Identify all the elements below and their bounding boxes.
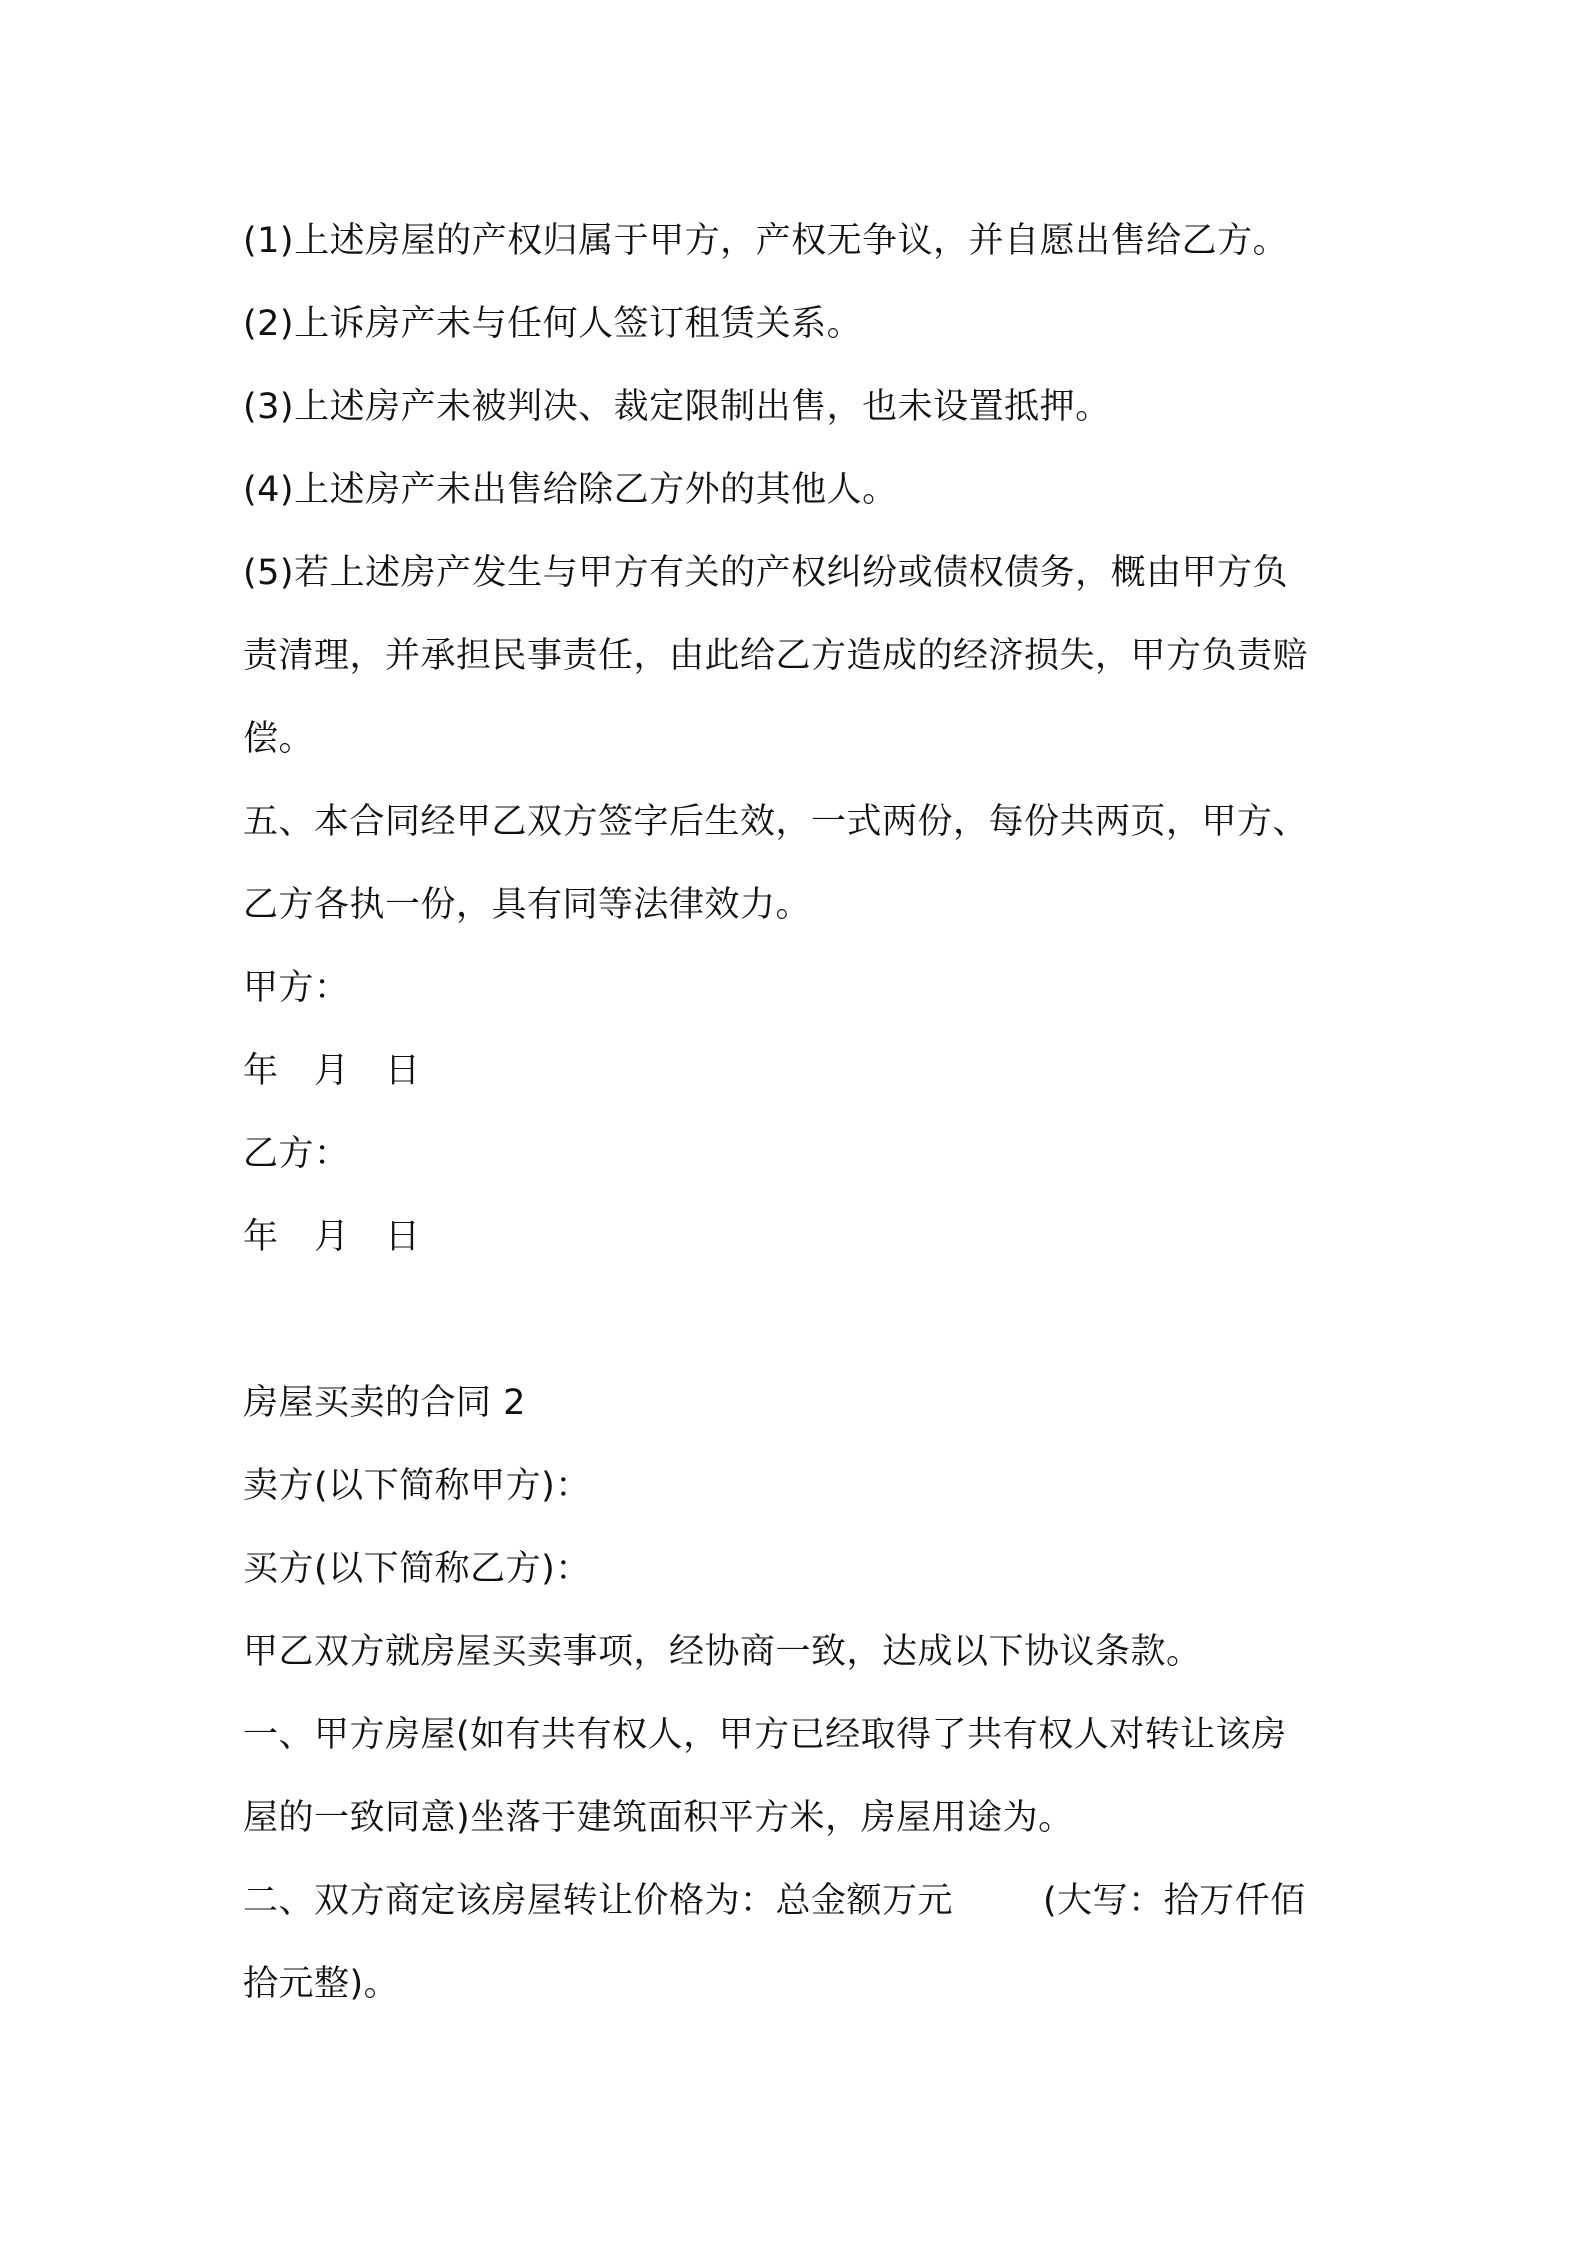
item-5-line-1: (5)若上述房产发生与甲方有关的产权纠纷或债权债务，概由甲方负 <box>243 553 1289 593</box>
clause-1-line-2: 屋的一致同意)坐落于建筑面积平方米，房屋用途为。 <box>243 1798 1074 1838</box>
clause-5-line-1: 五、本合同经甲乙双方签字后生效，一式两份，每份共两页，甲方、 <box>243 802 1309 842</box>
item-2: (2)上诉房产未与任何人签订租赁关系。 <box>243 304 863 344</box>
section-gap <box>243 1279 1363 1362</box>
document-body <box>243 200 1363 2026</box>
party-b-date: 年 月 日 <box>243 1217 421 1257</box>
buyer-label: 买方(以下简称乙方)： <box>243 1549 591 1589</box>
item-5-line-3: 偿。 <box>243 719 315 759</box>
seller-label: 卖方(以下简称甲方)： <box>243 1466 591 1506</box>
clause-2-amount-words: (大写：拾万仟佰 <box>1043 1881 1306 1921</box>
item-5-line-2: 责清理，并承担民事责任，由此给乙方造成的经济损失，甲方负责赔 <box>243 636 1309 676</box>
item-3: (3)上述房产未被判决、裁定限制出售，也未设置抵押。 <box>243 387 1111 427</box>
clause-2-line-2: 拾元整)。 <box>243 1964 400 2004</box>
clause-2-price-text: 二、双方商定该房屋转让价格为：总金额万元 <box>243 1881 954 1921</box>
contract-intro: 甲乙双方就房屋买卖事项，经协商一致，达成以下协议条款。 <box>243 1632 1202 1672</box>
item-4: (4)上述房产未出售给除乙方外的其他人。 <box>243 470 898 510</box>
party-a-date: 年 月 日 <box>243 1051 421 1091</box>
party-b-signature-label: 乙方： <box>243 1134 350 1174</box>
contract-2-title: 房屋买卖的合同 2 <box>243 1383 526 1423</box>
party-a-signature-label: 甲方： <box>243 968 350 1008</box>
clause-5-line-2: 乙方各执一份，具有同等法律效力。 <box>243 885 812 925</box>
clause-1-line-1: 一、甲方房屋(如有共有权人，甲方已经取得了共有权人对转让该房 <box>243 1715 1287 1755</box>
item-1: (1)上述房屋的产权归属于甲方，产权无争议，并自愿出售给乙方。 <box>243 221 1289 261</box>
clause-2-line-1 <box>243 1860 1363 1943</box>
